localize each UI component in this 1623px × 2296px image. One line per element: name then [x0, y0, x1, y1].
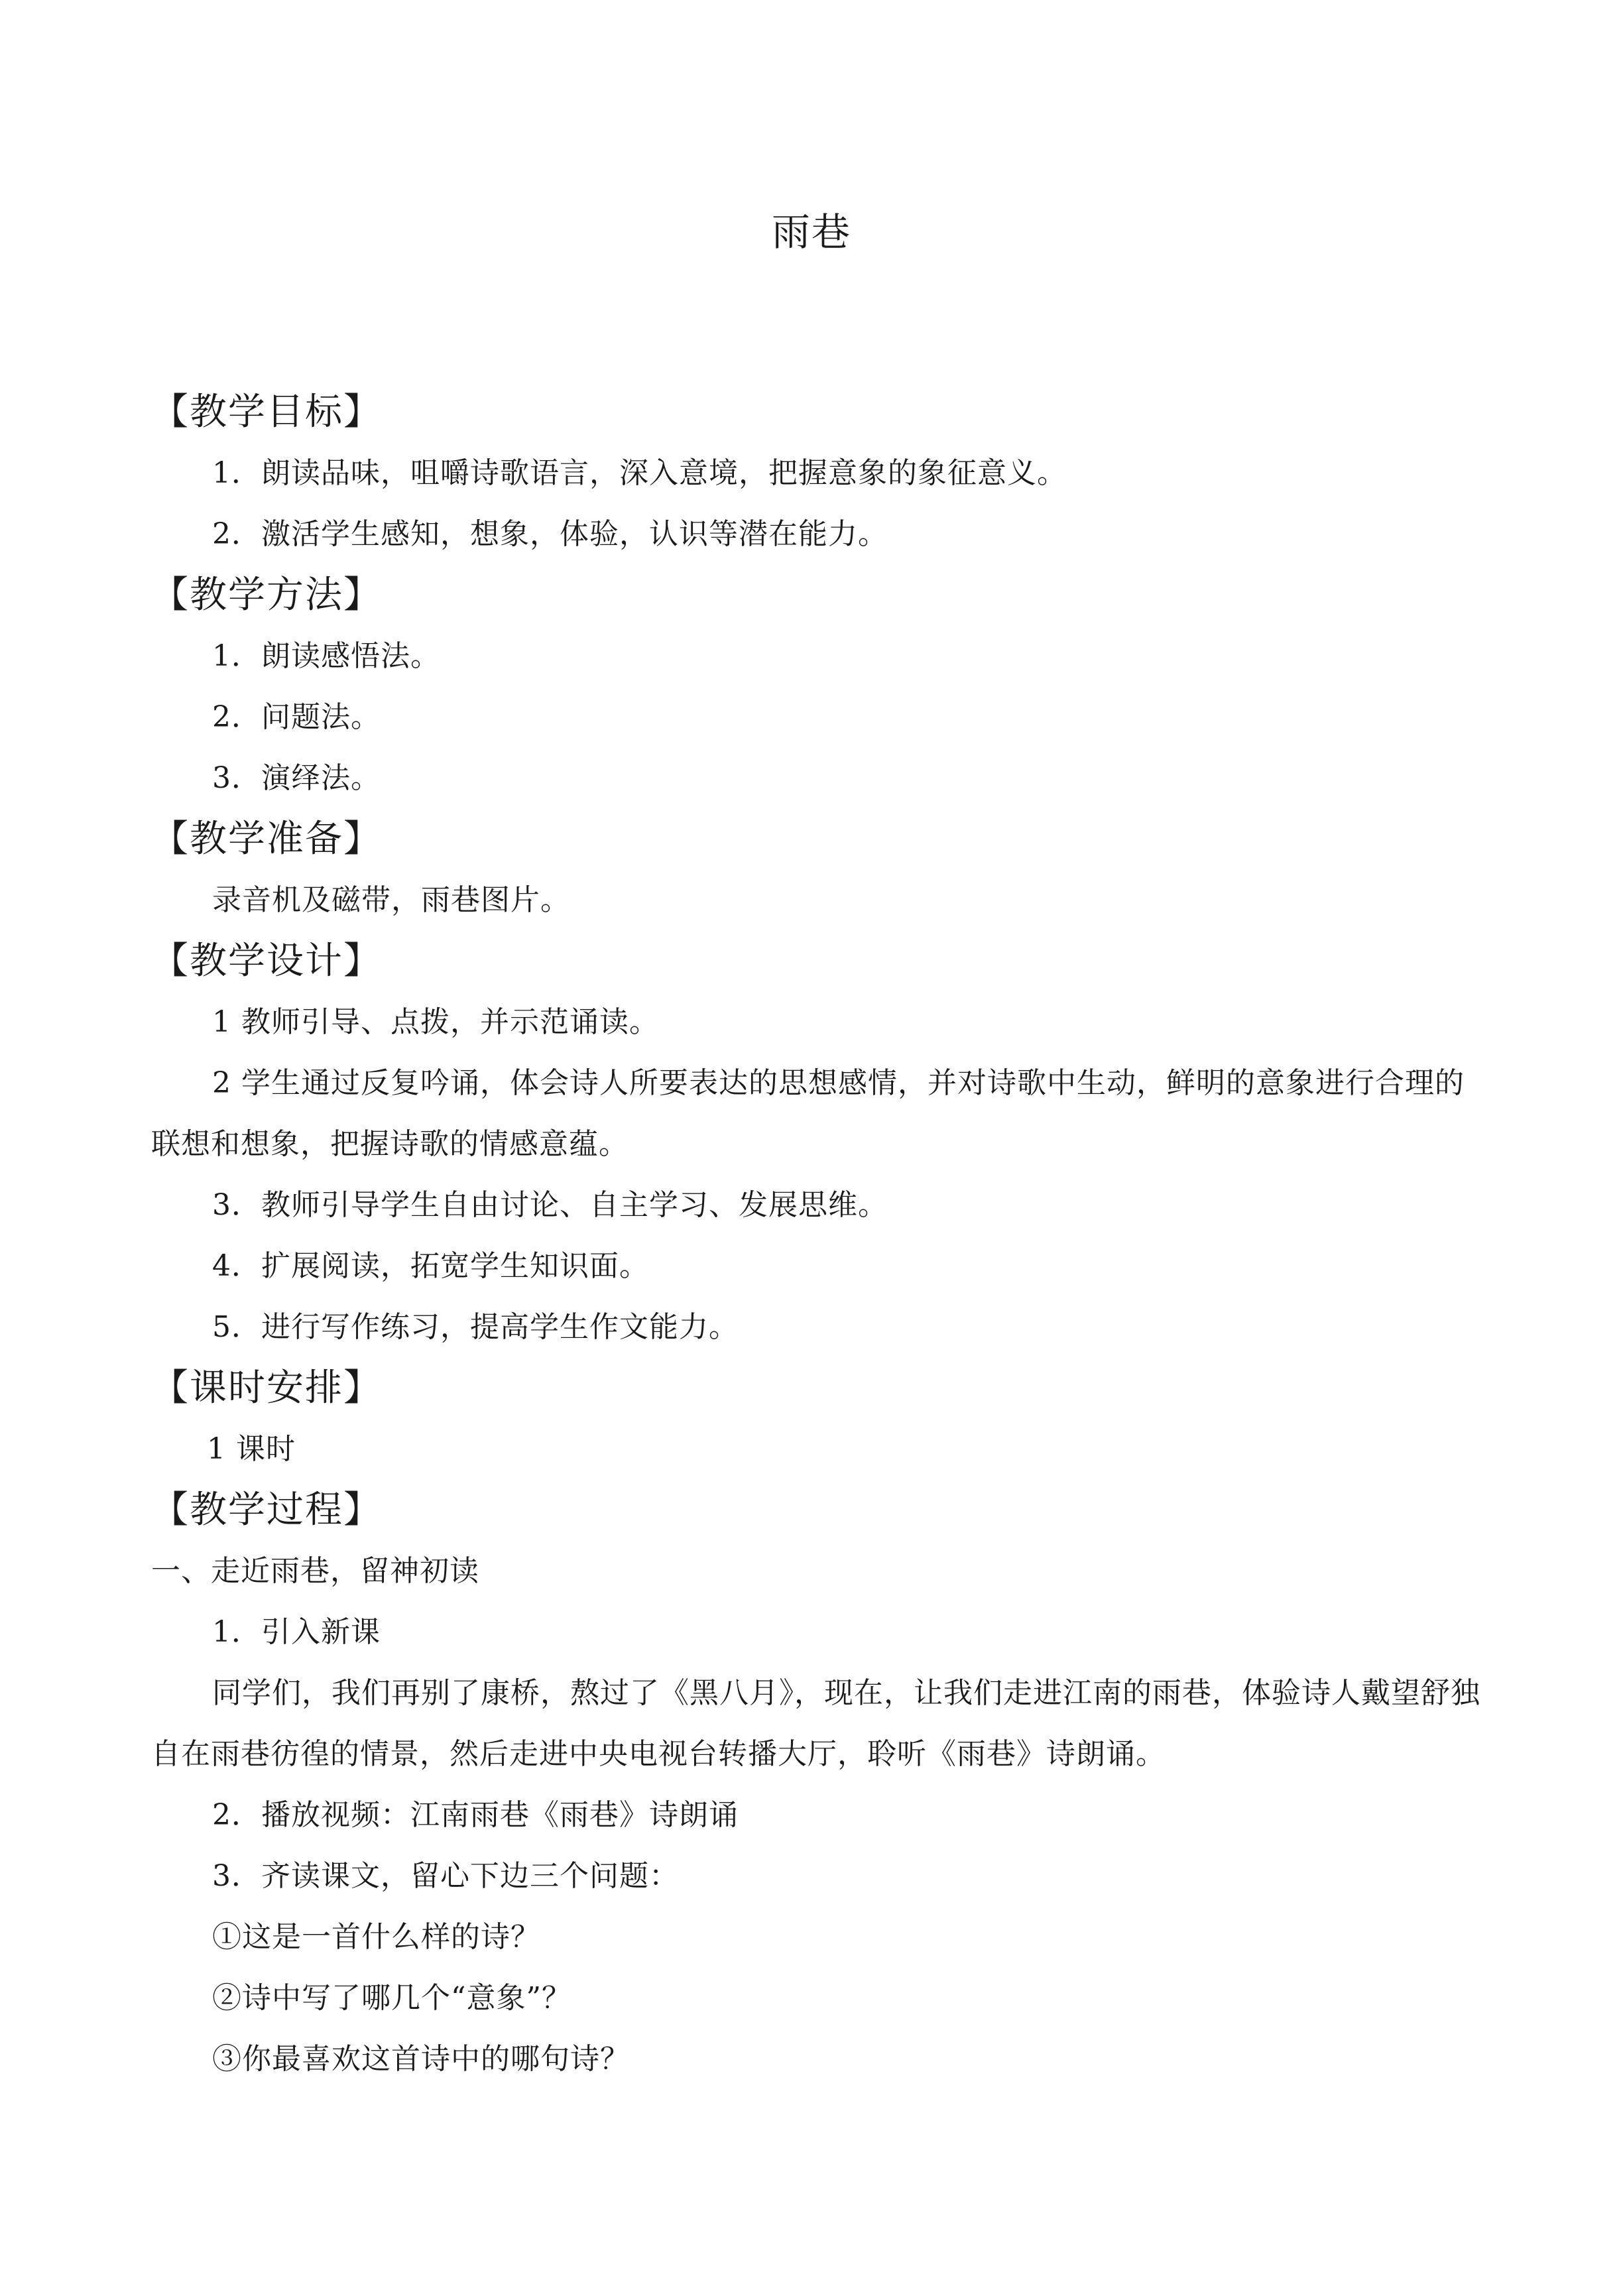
- method-item-1: 1．朗读感悟法。: [212, 639, 440, 673]
- section-heading-methods: 【教学方法】: [151, 574, 382, 617]
- section-heading-design: 【教学设计】: [151, 939, 382, 983]
- section-heading-schedule: 【课时安排】: [151, 1366, 382, 1410]
- section-heading-preparation: 【教学准备】: [151, 817, 382, 861]
- design-item-3: 3．教师引导学生自由讨论、自主学习、发展思维。: [212, 1188, 888, 1222]
- process-item-2: 2．播放视频：江南雨巷《雨巷》诗朗诵: [212, 1798, 739, 1832]
- process-subheading-1: 一、走近雨巷，留神初读: [151, 1554, 479, 1588]
- question-1: ①这是一首什么样的诗？: [212, 1920, 540, 1954]
- section-heading-process: 【教学过程】: [151, 1488, 382, 1532]
- design-item-2: 2 学生通过反复吟诵，体会诗人所要表达的思想感情，并对诗歌中生动，鲜明的意象进行合理的联想和想象，把握诗歌的情感意蕴。: [151, 1066, 1465, 1161]
- process-paragraph-intro: 同学们，我们再别了康桥，熬过了《黑八月》，现在，让我们走进江南的雨巷，体验诗人戴望舒独自在雨巷彷徨的情景，然后走进中央电视台转播大厅，聆听《雨巷》诗朗诵。: [151, 1676, 1480, 1771]
- process-item-3: 3．齐读课文，留心下边三个问题：: [212, 1859, 679, 1893]
- method-item-2: 2．问题法。: [212, 700, 381, 734]
- schedule-item-1: 1 课时: [207, 1432, 296, 1466]
- question-2: ②诗中写了哪几个“意象”？: [212, 1981, 571, 2015]
- process-item-1: 1．引入新课: [212, 1615, 381, 1649]
- design-item-1: 1 教师引导、点拨，并示范诵读。: [212, 1005, 659, 1039]
- question-3: ③你最喜欢这首诗中的哪句诗？: [212, 2042, 630, 2076]
- preparation-item-1: 录音机及磁带，雨巷图片。: [212, 883, 570, 917]
- method-item-3: 3．演绎法。: [212, 761, 381, 795]
- objective-item-2: 2．激活学生感知，想象，体验，认识等潜在能力。: [212, 517, 888, 551]
- section-heading-objectives: 【教学目标】: [151, 391, 382, 434]
- design-item-5: 5．进行写作练习，提高学生作文能力。: [212, 1310, 739, 1344]
- document-body: [151, 382, 1484, 2090]
- design-item-4: 4．扩展阅读，拓宽学生知识面。: [212, 1249, 649, 1283]
- objective-item-1: 1．朗读品味，咀嚼诗歌语言，深入意境，把握意象的象征意义。: [212, 456, 1067, 490]
- document-title: 雨巷: [771, 210, 851, 255]
